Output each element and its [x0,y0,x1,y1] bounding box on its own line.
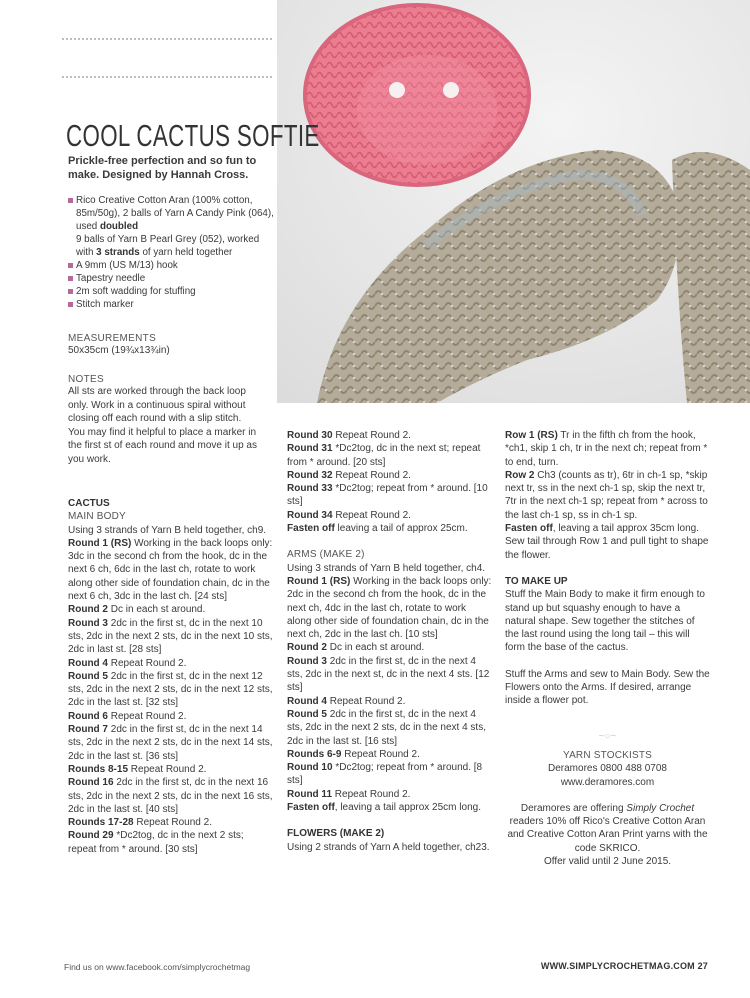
offer-valid: Offer valid until 2 June 2015. [543,856,672,868]
top-dotted-rule-1 [62,38,272,40]
stockists-heading: YARN STOCKISTS [562,749,653,761]
page-subtitle: Prickle-free perfection and so fun to make. Designed by Hannah Cross. [68,155,257,181]
footer-facebook: Find us on www.facebook.com/simplycrochetmag [64,962,251,972]
main-body-intro: Using 3 strands of Yarn B held together, ch9. [68,524,267,536]
make-up-heading: TO MAKE UP [505,575,568,587]
materials-list [68,194,278,311]
pattern-row: Fasten off, leaving a tail approx 35cm long. [505,523,699,535]
column-3 [505,429,710,868]
flower-rows [505,429,710,535]
offer-magazine: Simply Crochet [626,802,695,814]
stockists-line-2: www.deramores.com [560,776,655,788]
arms-intro: Using 3 strands of Yarn B held together, ch4. [287,562,486,574]
main-body-rounds-cont [287,429,493,535]
material-item: A 9mm (US M/13) hook [68,259,278,272]
notes-body: All sts are worked through the back loop only. Work in a continuous spiral without closing off each round with a slip stitch. [68,386,246,425]
pattern-round: Rounds 17-28 Repeat Round 2. [68,817,212,829]
pattern-round: Round 5 2dc in the first st, dc in the next 12 sts, 2dc in the next 2 sts, dc in the next 12 sts, 2dc in the last st. [32 sts] [68,670,273,709]
pattern-round: Round 1 (RS) Working in the back loops only: 2dc in the second ch from the hook, dc in the next ch, 4dc in the last ch, rotate to work along other side of foundation chain, dc in the next ch, 2dc in the last ch. [10 sts] [287,575,492,641]
main-body-heading: MAIN BODY [68,511,126,523]
offer-text-a: Deramores are offering [520,802,627,814]
photo-illustration [277,0,750,403]
top-dotted-rule-2 [62,76,272,78]
pattern-round: Round 7 2dc in the first st, dc in the next 14 sts, 2dc in the next 2 sts, dc in the next 14 sts, 2dc in the last st. [36 sts] [68,724,273,762]
pattern-round: Round 10 *Dc2tog; repeat from * around. [8 sts] [287,762,483,787]
footer-site-page: WWW.SIMPLYCROCHETMAG.COM 27 [540,961,708,971]
pattern-round: Round 31 *Dc2tog, dc in the next st; repeat from * around. [20 sts] [287,443,481,468]
make-up-1: Stuff the Main Body to make it firm enough to stand up but squashy enough to have a natural shape. Sew together the stitches of the last round using the long tail – this will form the base of the cactus. [505,589,705,654]
make-up-2: Stuff the Arms and sew to Main Body. Sew the Flowers onto the Arms. If desired, arrange inside a flower pot. [505,668,710,707]
crochet-cactus-photo [277,0,750,403]
pattern-round: Rounds 6-9 Repeat Round 2. [287,748,420,760]
notes-heading: NOTES [68,374,104,385]
offer-text-b: readers 10% off Rico's Creative Cotton Aran and Creative Cotton Aran Print yarns with the code SKRICO. [507,816,708,854]
material-item: Rico Creative Cotton Aran (100% cotton, 85m/50g), 2 balls of Yarn A Candy Pink (064), used doubled [68,194,278,233]
pattern-round: Fasten off leaving a tail of approx 25cm. [287,523,468,535]
pattern-round: Round 30 Repeat Round 2. [287,430,411,441]
measurements-value: 50x35cm (19¾x13¾in) [68,345,170,356]
pattern-round: Round 3 2dc in the first st, dc in the next 4 sts, 2dc in the next st, dc in the next 4 sts. [12 sts] [287,655,490,694]
pattern-row: Row 1 (RS) Tr in the fifth ch from the hook, *ch1, skip 1 ch, tr in the next ch; repeat from * to end, turn. [505,430,708,468]
pattern-round: Round 33 *Dc2tog; repeat from * around. [10 sts] [287,483,488,508]
material-item: Tapestry needle [68,272,278,285]
pattern-round: Round 4 Repeat Round 2. [287,695,406,707]
column-1 [68,497,274,856]
main-body-rounds [68,537,274,856]
material-item: 2m soft wadding for stuffing [68,285,278,298]
pattern-round: Round 3 2dc in the first st, dc in the next 10 sts, 2dc in the next 2 sts, dc in the next 10 sts, 2dc in last st. [28 sts] [68,617,273,656]
page-title: COOL CACTUS SOFTIE [66,118,320,153]
flowers-heading: FLOWERS (MAKE 2) [287,828,385,840]
pattern-round: Fasten off, leaving a tail approx 25cm long. [287,802,481,814]
flower-sew: Sew tail through Row 1 and pull tight to shape the flower. [505,536,709,561]
notes-section [68,374,268,467]
arms-heading: ARMS (MAKE 2) [287,549,365,561]
arms-rounds [287,575,493,814]
pattern-round: Rounds 8-15 Repeat Round 2. [68,763,207,775]
pattern-round: Round 16 2dc in the first st, dc in the next 16 sts, 2dc in the next 2 sts, dc in the next 16 sts, 2dc in the last st. [40 sts] [68,777,273,815]
material-item: 9 balls of Yarn B Pearl Grey (052), worked with 3 strands of yarn held together [76,234,260,258]
pattern-round: Round 2 Dc in each st around. [287,642,425,654]
stockists-line-1: Deramores 0800 488 0708 [548,763,667,775]
notes-body-2: You may find it helpful to place a marker in the first st of each round and move it up as you work. [68,426,257,465]
offer-text [505,802,710,855]
material-item: Stitch marker [68,298,278,311]
pattern-round: Round 29 *Dc2tog, dc in the next 2 sts; repeat from * around. [30 sts] [68,830,244,855]
cactus-heading: CACTUS [68,498,110,509]
ornament-divider: ~○~ [598,730,617,742]
measurements-heading: MEASUREMENTS [68,333,157,344]
pattern-round: Round 11 Repeat Round 2. [287,788,411,800]
pattern-round: Round 2 Dc in each st around. [68,604,206,616]
pattern-round: Round 32 Repeat Round 2. [287,469,411,481]
column-2 [287,429,493,854]
pattern-round: Round 1 (RS) Working in the back loops only: 3dc in the second ch from the hook, dc in the next 6 ch, 6dc in the last ch, rotate to work along other side of foundation chain, dc in the next 6 ch, 3dc in the last ch. [24 sts] [68,537,273,603]
pattern-round: Round 34 Repeat Round 2. [287,509,411,521]
pattern-round: Round 4 Repeat Round 2. [68,657,187,669]
pattern-round: Round 6 Repeat Round 2. [68,710,187,722]
flowers-intro: Using 2 strands of Yarn A held together, ch23. [287,841,490,853]
pattern-round: Round 5 2dc in the first st, dc in the next 4 sts, 2dc in the next 2 sts, dc in the next 4 sts, 2dc in the last st. [16 sts] [287,708,486,747]
pattern-row: Row 2 Ch3 (counts as tr), 6tr in ch-1 sp, *skip next tr, ss in the next ch-1 sp, skip the next tr, 7tr in the next ch-1 sp; repeat from * across to the last ch-1 sp, ss in ch-1 sp. [505,469,708,521]
measurements-section [68,333,273,358]
